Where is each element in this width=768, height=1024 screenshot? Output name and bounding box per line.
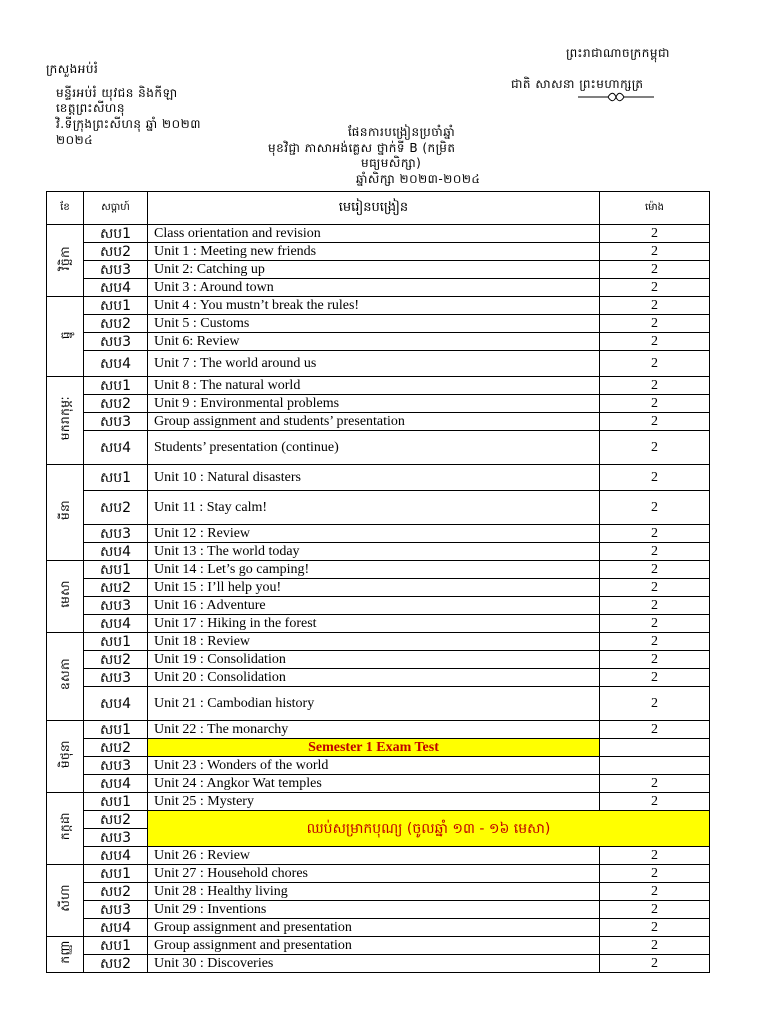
lesson-cell: Unit 10 : Natural disasters — [148, 465, 600, 491]
header-week: សប្តាហ៍ — [84, 192, 148, 225]
week-cell: សប1 — [84, 377, 148, 395]
week-cell: សប3 — [84, 333, 148, 351]
school-line: វិ.ទីក្រុងព្រះសីហនុ ឆ្នាំ ២០២៣ — [56, 117, 201, 131]
table-row — [47, 597, 710, 615]
week-cell: សប2 — [84, 811, 148, 829]
doc-title-3: មធ្យមសិក្សា) — [361, 156, 422, 170]
hours-cell: 2 — [600, 351, 710, 377]
kingdom-title: ព្រះរាជាណាចក្រកម្ពុជា — [566, 46, 670, 60]
hours-cell: 2 — [600, 775, 710, 793]
doc-title-1: ផែនការបង្រៀនប្រចាំឆ្នាំ — [348, 125, 456, 139]
hours-cell: 2 — [600, 413, 710, 431]
table-row — [47, 543, 710, 561]
week-cell: សប2 — [84, 739, 148, 757]
lesson-cell: Students’ presentation (continue) — [148, 431, 600, 465]
week-cell: សប3 — [84, 597, 148, 615]
hours-cell: 2 — [600, 243, 710, 261]
lesson-cell: Unit 9 : Environmental problems — [148, 395, 600, 413]
week-cell: សប4 — [84, 543, 148, 561]
week-cell: សប1 — [84, 633, 148, 651]
table-row — [47, 261, 710, 279]
week-cell: សប1 — [84, 225, 148, 243]
hours-cell: 2 — [600, 561, 710, 579]
week-cell: សប4 — [84, 687, 148, 721]
org-line-1: មន្ទីរអប់រំ យុវជន និងកីឡា — [56, 86, 178, 100]
hours-cell: 2 — [600, 465, 710, 491]
hours-cell: 2 — [600, 395, 710, 413]
month-cell: ឧសភា — [47, 633, 84, 721]
table-row — [47, 687, 710, 721]
table-header-row — [47, 192, 710, 225]
table-row — [47, 651, 710, 669]
table-row — [47, 865, 710, 883]
table-row — [47, 333, 710, 351]
table-row — [47, 793, 710, 811]
week-cell: សប1 — [84, 465, 148, 491]
week-cell: សប4 — [84, 847, 148, 865]
hours-cell: 2 — [600, 431, 710, 465]
lesson-cell: Unit 16 : Adventure — [148, 597, 600, 615]
hours-cell — [600, 739, 710, 757]
hours-cell: 2 — [600, 597, 710, 615]
month-cell: មីនា — [47, 465, 84, 561]
hours-cell: 2 — [600, 525, 710, 543]
lesson-cell: Group assignment and presentation — [148, 937, 600, 955]
table-row — [47, 669, 710, 687]
motto: ជាតិ សាសនា ព្រះមហាក្សត្រ — [511, 77, 644, 91]
hours-cell: 2 — [600, 669, 710, 687]
table-row — [47, 243, 710, 261]
table-row — [47, 955, 710, 973]
hours-cell: 2 — [600, 919, 710, 937]
hours-cell: 2 — [600, 491, 710, 525]
month-cell: មេសា — [47, 561, 84, 633]
month-cell: មករាកុម្ភៈ — [47, 377, 84, 465]
week-cell: សប2 — [84, 883, 148, 901]
doc-title-4: ឆ្នាំសិក្សា ២០២៣-២០២៤ — [356, 172, 481, 186]
month-cell: មិថុនា — [47, 721, 84, 793]
lesson-cell: Unit 26 : Review — [148, 847, 600, 865]
hours-cell: 2 — [600, 297, 710, 315]
table-row — [47, 579, 710, 597]
hours-cell — [600, 757, 710, 775]
hours-cell: 2 — [600, 651, 710, 669]
lesson-cell: Unit 2: Catching up — [148, 261, 600, 279]
lesson-cell: Unit 27 : Household chores — [148, 865, 600, 883]
week-cell: សប4 — [84, 351, 148, 377]
header-month: ខែ — [47, 192, 84, 225]
month-cell: កក្កដា — [47, 793, 84, 865]
table-row — [47, 465, 710, 491]
week-cell: សប1 — [84, 561, 148, 579]
hours-cell: 2 — [600, 615, 710, 633]
table-row — [47, 561, 710, 579]
header-hours: ម៉ោង — [600, 192, 710, 225]
table-row — [47, 395, 710, 413]
lesson-cell: Unit 4 : You mustn’t break the rules! — [148, 297, 600, 315]
table-row — [47, 847, 710, 865]
table-row — [47, 315, 710, 333]
hours-cell: 2 — [600, 883, 710, 901]
week-cell: សប1 — [84, 865, 148, 883]
hours-cell: 2 — [600, 955, 710, 973]
month-cell: វិច្ឆិកា — [47, 225, 84, 297]
week-cell: សប3 — [84, 261, 148, 279]
week-cell: សប1 — [84, 721, 148, 739]
lesson-cell: Unit 22 : The monarchy — [148, 721, 600, 739]
lesson-cell: Unit 19 : Consolidation — [148, 651, 600, 669]
lesson-cell: Unit 25 : Mystery — [148, 793, 600, 811]
hours-cell: 2 — [600, 865, 710, 883]
lesson-cell: Unit 14 : Let’s go camping! — [148, 561, 600, 579]
lesson-cell: Unit 18 : Review — [148, 633, 600, 651]
week-cell: សប4 — [84, 279, 148, 297]
hours-cell: 2 — [600, 225, 710, 243]
lesson-cell: Group assignment and presentation — [148, 919, 600, 937]
hours-cell: 2 — [600, 333, 710, 351]
hours-cell: 2 — [600, 901, 710, 919]
lesson-cell: Unit 24 : Angkor Wat temples — [148, 775, 600, 793]
table-row — [47, 225, 710, 243]
week-cell: សប4 — [84, 431, 148, 465]
week-cell: សប2 — [84, 651, 148, 669]
hours-cell: 2 — [600, 937, 710, 955]
table-row — [47, 525, 710, 543]
holiday-banner: ឈប់សម្រាកបុណ្យ (ចូលឆ្នាំ ១៣ - ១៦ មេសា) — [148, 811, 710, 847]
schedule-table — [46, 191, 710, 973]
week-cell: សប1 — [84, 793, 148, 811]
week-cell: សប4 — [84, 919, 148, 937]
week-cell: សប2 — [84, 491, 148, 525]
table-row — [47, 901, 710, 919]
lesson-cell: Unit 23 : Wonders of the world — [148, 757, 600, 775]
lesson-cell: Unit 30 : Discoveries — [148, 955, 600, 973]
week-cell: សប1 — [84, 297, 148, 315]
hours-cell: 2 — [600, 377, 710, 395]
table-row — [47, 721, 710, 739]
ministry-label: ក្រសួងអប់រំ — [46, 62, 99, 76]
exam-banner: Semester 1 Exam Test — [148, 739, 600, 757]
school-line-2: ២០២៤ — [56, 133, 94, 147]
table-row — [47, 811, 710, 829]
lesson-cell: Unit 11 : Stay calm! — [148, 491, 600, 525]
table-row — [47, 937, 710, 955]
month-cell: សីហា — [47, 865, 84, 937]
table-row — [47, 919, 710, 937]
week-cell: សប2 — [84, 243, 148, 261]
lesson-cell: Unit 28 : Healthy living — [148, 883, 600, 901]
lesson-cell: Unit 20 : Consolidation — [148, 669, 600, 687]
table-row — [47, 491, 710, 525]
lesson-cell: Unit 12 : Review — [148, 525, 600, 543]
week-cell: សប2 — [84, 315, 148, 333]
week-cell: សប4 — [84, 775, 148, 793]
org-line-2: ខេត្តព្រះសីហនុ — [56, 101, 125, 115]
table-row — [47, 351, 710, 377]
week-cell: សប3 — [84, 669, 148, 687]
week-cell: សប3 — [84, 525, 148, 543]
week-cell: សប2 — [84, 395, 148, 413]
table-row — [47, 615, 710, 633]
table-row — [47, 279, 710, 297]
ornament-divider — [578, 91, 654, 103]
doc-title-2: មុខវិជ្ជា ភាសាអង់គ្លេស ថ្នាក់ទី B (កម្រិត — [268, 141, 456, 155]
hours-cell: 2 — [600, 543, 710, 561]
table-row — [47, 883, 710, 901]
week-cell: សប3 — [84, 757, 148, 775]
month-cell: កញ្ញា — [47, 937, 84, 973]
table-row — [47, 297, 710, 315]
table-row — [47, 633, 710, 651]
header-lesson: មេរៀនបង្រៀន — [148, 192, 600, 225]
lesson-cell: Unit 6: Review — [148, 333, 600, 351]
hours-cell: 2 — [600, 687, 710, 721]
table-row — [47, 775, 710, 793]
lesson-cell: Unit 5 : Customs — [148, 315, 600, 333]
hours-cell: 2 — [600, 579, 710, 597]
hours-cell: 2 — [600, 847, 710, 865]
week-cell: សប4 — [84, 615, 148, 633]
lesson-cell: Unit 7 : The world around us — [148, 351, 600, 377]
week-cell: សប3 — [84, 413, 148, 431]
lesson-cell: Unit 13 : The world today — [148, 543, 600, 561]
table-row — [47, 377, 710, 395]
lesson-cell: Unit 3 : Around town — [148, 279, 600, 297]
hours-cell: 2 — [600, 633, 710, 651]
table-row — [47, 757, 710, 775]
month-cell: ធ្នូ — [47, 297, 84, 377]
lesson-cell: Unit 8 : The natural world — [148, 377, 600, 395]
hours-cell: 2 — [600, 261, 710, 279]
week-cell: សប3 — [84, 829, 148, 847]
week-cell: សប1 — [84, 937, 148, 955]
lesson-cell: Unit 29 : Inventions — [148, 901, 600, 919]
week-cell: សប2 — [84, 955, 148, 973]
hours-cell: 2 — [600, 279, 710, 297]
lesson-cell: Class orientation and revision — [148, 225, 600, 243]
table-row — [47, 431, 710, 465]
lesson-cell: Unit 17 : Hiking in the forest — [148, 615, 600, 633]
lesson-cell: Unit 15 : I’ll help you! — [148, 579, 600, 597]
hours-cell: 2 — [600, 315, 710, 333]
week-cell: សប2 — [84, 579, 148, 597]
hours-cell: 2 — [600, 793, 710, 811]
table-row — [47, 413, 710, 431]
hours-cell: 2 — [600, 721, 710, 739]
week-cell: សប3 — [84, 901, 148, 919]
table-row — [47, 739, 710, 757]
lesson-cell: Group assignment and students’ presentation — [148, 413, 600, 431]
lesson-cell: Unit 1 : Meeting new friends — [148, 243, 600, 261]
lesson-cell: Unit 21 : Cambodian history — [148, 687, 600, 721]
